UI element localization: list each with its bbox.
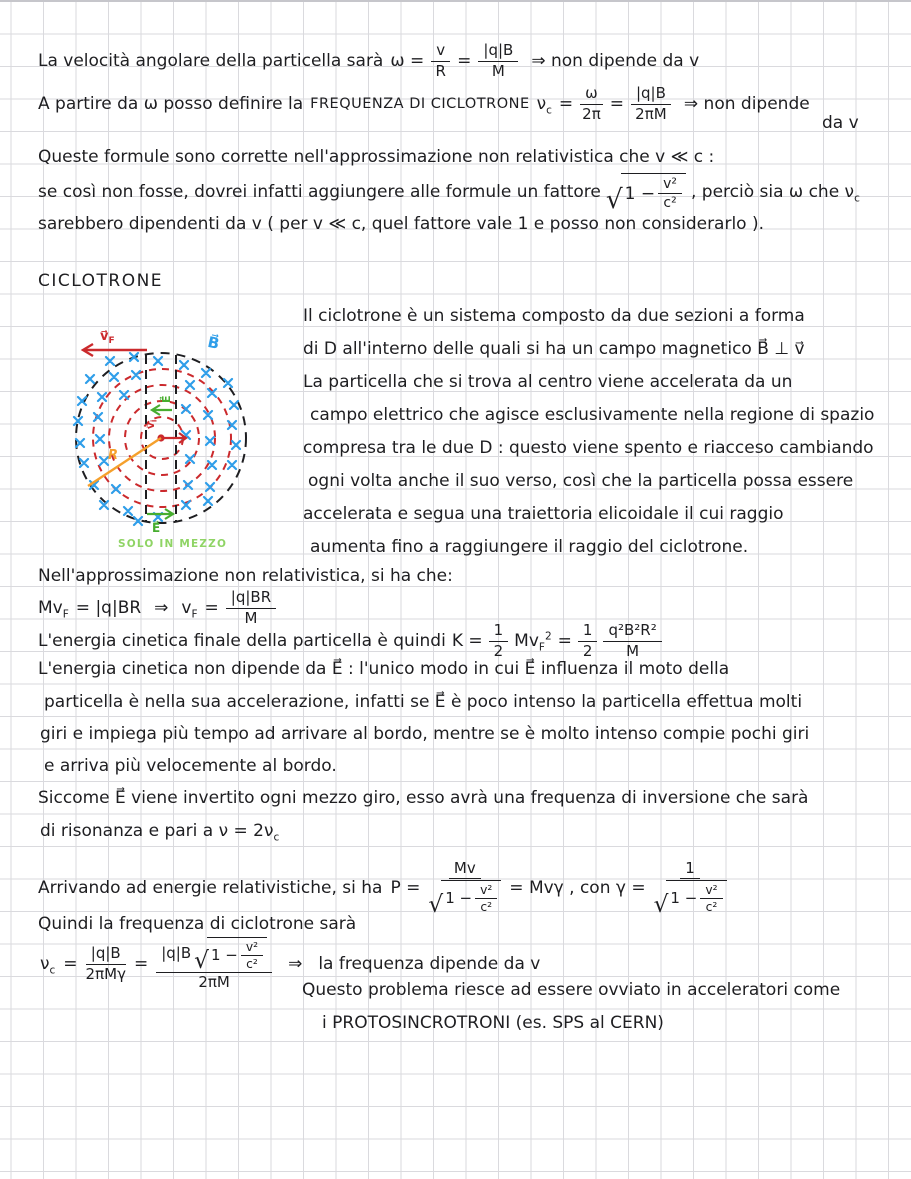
e-field-label-bottom: E⃗ bbox=[152, 521, 161, 535]
description-line-6: ogni volta anche il suo verso, così che la particella possa essere bbox=[308, 471, 854, 491]
equals-sign: = bbox=[609, 94, 624, 114]
frequency-def-text: A partire da ω posso definire la bbox=[38, 94, 304, 114]
sqrt-lorentz bbox=[428, 880, 501, 918]
relativistic-frequency-intro: Quindi la frequenza di ciclotrone sarà bbox=[38, 914, 357, 934]
efield-line-4: e arriva più velocemente al bordo. bbox=[44, 756, 337, 776]
frac-v2-over-c2: $\frac{\text{v²}}{\text{c²}}$ bbox=[475, 883, 497, 914]
equals-sign: = bbox=[133, 954, 149, 974]
gamma-definition-text: = Mvγ , con γ = bbox=[509, 878, 646, 898]
radicand-text: 1 − bbox=[445, 889, 473, 908]
frac-qb-over-m: $\frac{|q|B}{M}$ bbox=[478, 42, 518, 80]
vf-term bbox=[181, 598, 198, 621]
nonrel-intro-line: Nell'approssimazione non relativistica, si ha che: bbox=[38, 566, 453, 586]
frac-v2-over-c2: $\frac{\text{v²}}{\text{c²}}$ bbox=[658, 176, 682, 211]
mv-text: Mv bbox=[514, 631, 539, 651]
frac-qbr-over-m: $\frac{|q|BR}{M}$ bbox=[226, 589, 276, 627]
factor-text-post bbox=[690, 182, 860, 205]
cyclotron-diagram bbox=[50, 317, 270, 557]
f-sub: F bbox=[62, 608, 69, 621]
equals-sign: = bbox=[457, 51, 472, 71]
no-v-dependence-note-2: ⇒ non dipende bbox=[683, 94, 810, 114]
section-heading: CICLOTRONE bbox=[38, 271, 164, 291]
vf-label: $v⃗_F$ bbox=[100, 329, 115, 346]
nu-sub: c bbox=[273, 831, 280, 844]
frequency-caps-label: FREQUENZA DI CICLOTRONE bbox=[310, 96, 530, 112]
momentum-denominator bbox=[428, 879, 501, 916]
k-equals: K = bbox=[451, 631, 483, 651]
radius-label: R bbox=[108, 448, 119, 463]
description-line-7: accelerata e segua una traiettoria elicoidale il cui raggio bbox=[303, 504, 784, 524]
nu-sub: c bbox=[49, 964, 56, 977]
qb-text: |q|B bbox=[161, 944, 192, 963]
nu-glyph: ν bbox=[536, 94, 547, 114]
equals-sign: = bbox=[204, 598, 219, 618]
implies-arrow: ⇒ bbox=[154, 598, 169, 618]
f-sub: F bbox=[538, 641, 545, 654]
nu-sub: c bbox=[546, 104, 552, 117]
factor-tail: , perciò sia ω che ν bbox=[690, 182, 855, 202]
approximation-line-1: Queste formule sono corrette nell'approssimazione non relativistica che v ≪ c : bbox=[38, 147, 715, 167]
resonance-text: di risonanza e pari a ν = 2ν bbox=[40, 821, 274, 841]
frac-qb-over-2pim: $\frac{|q|B}{2\pi M}$ bbox=[631, 85, 671, 123]
f-sub: F bbox=[191, 608, 198, 621]
description-line-4: campo elettrico che agisce esclusivamente nella regione di spazio bbox=[310, 405, 875, 425]
mvf-term bbox=[38, 598, 69, 621]
cyclotron-frequency-line bbox=[38, 80, 810, 128]
no-v-dependence-note: ⇒ non dipende da v bbox=[531, 51, 700, 71]
description-line-8: aumenta fino a raggiungere il raggio del ciclotrone. bbox=[310, 537, 749, 557]
e-field-label-top: E⃗ bbox=[160, 395, 173, 403]
inversion-line-2 bbox=[40, 815, 279, 848]
omega-equals: ω = bbox=[390, 51, 425, 71]
relativistic-text: Arrivando ad energie relativistiche, si ha bbox=[38, 878, 383, 898]
vi-label: $v⃗_i$ bbox=[145, 419, 159, 429]
frac-v2-over-c2: $\frac{\text{v²}}{\text{c²}}$ bbox=[700, 883, 722, 914]
frac-q2b2r2-over-m: $\frac{\text{q²B²R²}}{M}$ bbox=[603, 622, 661, 660]
mvf-squared-term bbox=[514, 630, 552, 654]
radicand-text: 1 − bbox=[210, 945, 238, 964]
radical-sign: √ bbox=[194, 947, 209, 975]
inversion-line-1: Siccome E⃗ viene invertito ogni mezzo giro, esso avrà una frequenza di inversione che sarà bbox=[38, 788, 809, 808]
kinetic-energy-text: L'energia cinetica finale della particella è quindi bbox=[38, 631, 446, 651]
factor-text: se così non fosse, dovrei infatti aggiungere alle formule un fattore bbox=[38, 182, 601, 202]
description-line-3: La particella che si trova al centro viene accelerata da un bbox=[303, 372, 793, 392]
approximation-line-3: sarebbero dipendenti da v ( per v ≪ c, quel fattore vale 1 e posso non considerarlo ). bbox=[38, 214, 765, 234]
final-numerator bbox=[156, 937, 272, 973]
frac-qb-over-2pimgamma: $\frac{|q|B}{\text{2πMγ}}$ bbox=[85, 944, 126, 983]
efield-line-1: L'energia cinetica non dipende da E⃗ : l'unico modo in cui E⃗ influenza il moto della bbox=[38, 659, 730, 679]
b-field-label: B⃗ bbox=[206, 332, 221, 353]
radicand-text: 1 − bbox=[670, 889, 698, 908]
frac-gamma: 1 √ 1 − $\frac{\text{v²}}{\text{c²}}$ bbox=[654, 860, 727, 916]
nu-glyph: ν bbox=[40, 954, 50, 974]
sqrt-lorentz bbox=[194, 937, 267, 975]
v-text: v bbox=[181, 598, 192, 618]
efield-line-2: particella è nella sua accelerazione, infatti se E⃗ è poco intenso la particella effettua molti bbox=[44, 692, 803, 712]
radicand bbox=[441, 880, 501, 914]
frac-one-half-2: $\frac{1}{2}$ bbox=[578, 622, 598, 660]
lorentz-factor-sqrt bbox=[605, 173, 686, 215]
mv-text: Mv bbox=[38, 598, 63, 618]
frac-v2-over-c2: $\frac{\text{v²}}{\text{c²}}$ bbox=[241, 940, 263, 971]
radicand bbox=[621, 173, 686, 211]
radicand-text: 1 − bbox=[624, 183, 656, 204]
radicand bbox=[207, 937, 267, 971]
equals-sign: = bbox=[558, 94, 574, 114]
nu-sub: c bbox=[854, 192, 860, 205]
radical-sign: √ bbox=[428, 890, 444, 918]
description-line-5: compresa tra le due D : questo viene spento e riacceso cambiando bbox=[303, 438, 874, 458]
square-sup: 2 bbox=[544, 630, 552, 643]
frac-momentum: Mv √ 1 − $\frac{\text{v²}}{\text{c²}}$ bbox=[428, 860, 501, 916]
angular-velocity-text: La velocità angolare della particella sarà bbox=[38, 51, 384, 71]
implies-arrow: ⇒ bbox=[288, 954, 303, 974]
description-line-1: Il ciclotrone è un sistema composto da due sezioni a forma bbox=[303, 306, 805, 326]
p-equals: P = bbox=[390, 878, 421, 898]
radical-sign: √ bbox=[653, 890, 669, 918]
equals-qbr: = |q|BR bbox=[75, 598, 142, 618]
nu-c-symbol bbox=[40, 954, 56, 977]
efield-line-3: giri e impiega più tempo ad arrivare al bordo, mentre se è molto intenso compie pochi giri bbox=[40, 724, 810, 744]
final-note-line-2: i PROTOSINCROTRONI (es. SPS al CERN) bbox=[322, 1013, 664, 1033]
radius-line bbox=[88, 438, 161, 486]
no-v-dependence-continuation: da v bbox=[822, 113, 859, 133]
gamma-denominator bbox=[654, 879, 727, 916]
sqrt-lorentz bbox=[653, 880, 727, 918]
frac-v-over-r: $\frac{v}{R}$ bbox=[431, 42, 450, 80]
frac-one-half-1: $\frac{1}{2}$ bbox=[489, 622, 509, 660]
frac-omega-over-2pi: $\frac{\omega}{2\pi}$ bbox=[582, 84, 601, 123]
nu-c-symbol bbox=[536, 94, 552, 117]
v-dependence-note: la frequenza dipende da v bbox=[318, 954, 541, 974]
radicand bbox=[666, 880, 726, 914]
equals-sign: = bbox=[557, 631, 572, 651]
gap-caption: SOLO IN MEZZO bbox=[118, 538, 228, 550]
final-note-line-1: Questo problema riesce ad essere ovviato in acceleratori come bbox=[302, 980, 841, 1000]
equals-sign: = bbox=[63, 954, 78, 974]
radical-sign: √ bbox=[605, 184, 623, 215]
description-line-2: di D all'interno delle quali si ha un campo magnetico B⃗ ⊥ v⃗ bbox=[303, 339, 805, 359]
angular-velocity-line bbox=[38, 38, 699, 84]
frac-final: |q|B √ 1 − $\frac{\text{v²}}{\text{c²}}$ 2πM bbox=[156, 937, 272, 992]
